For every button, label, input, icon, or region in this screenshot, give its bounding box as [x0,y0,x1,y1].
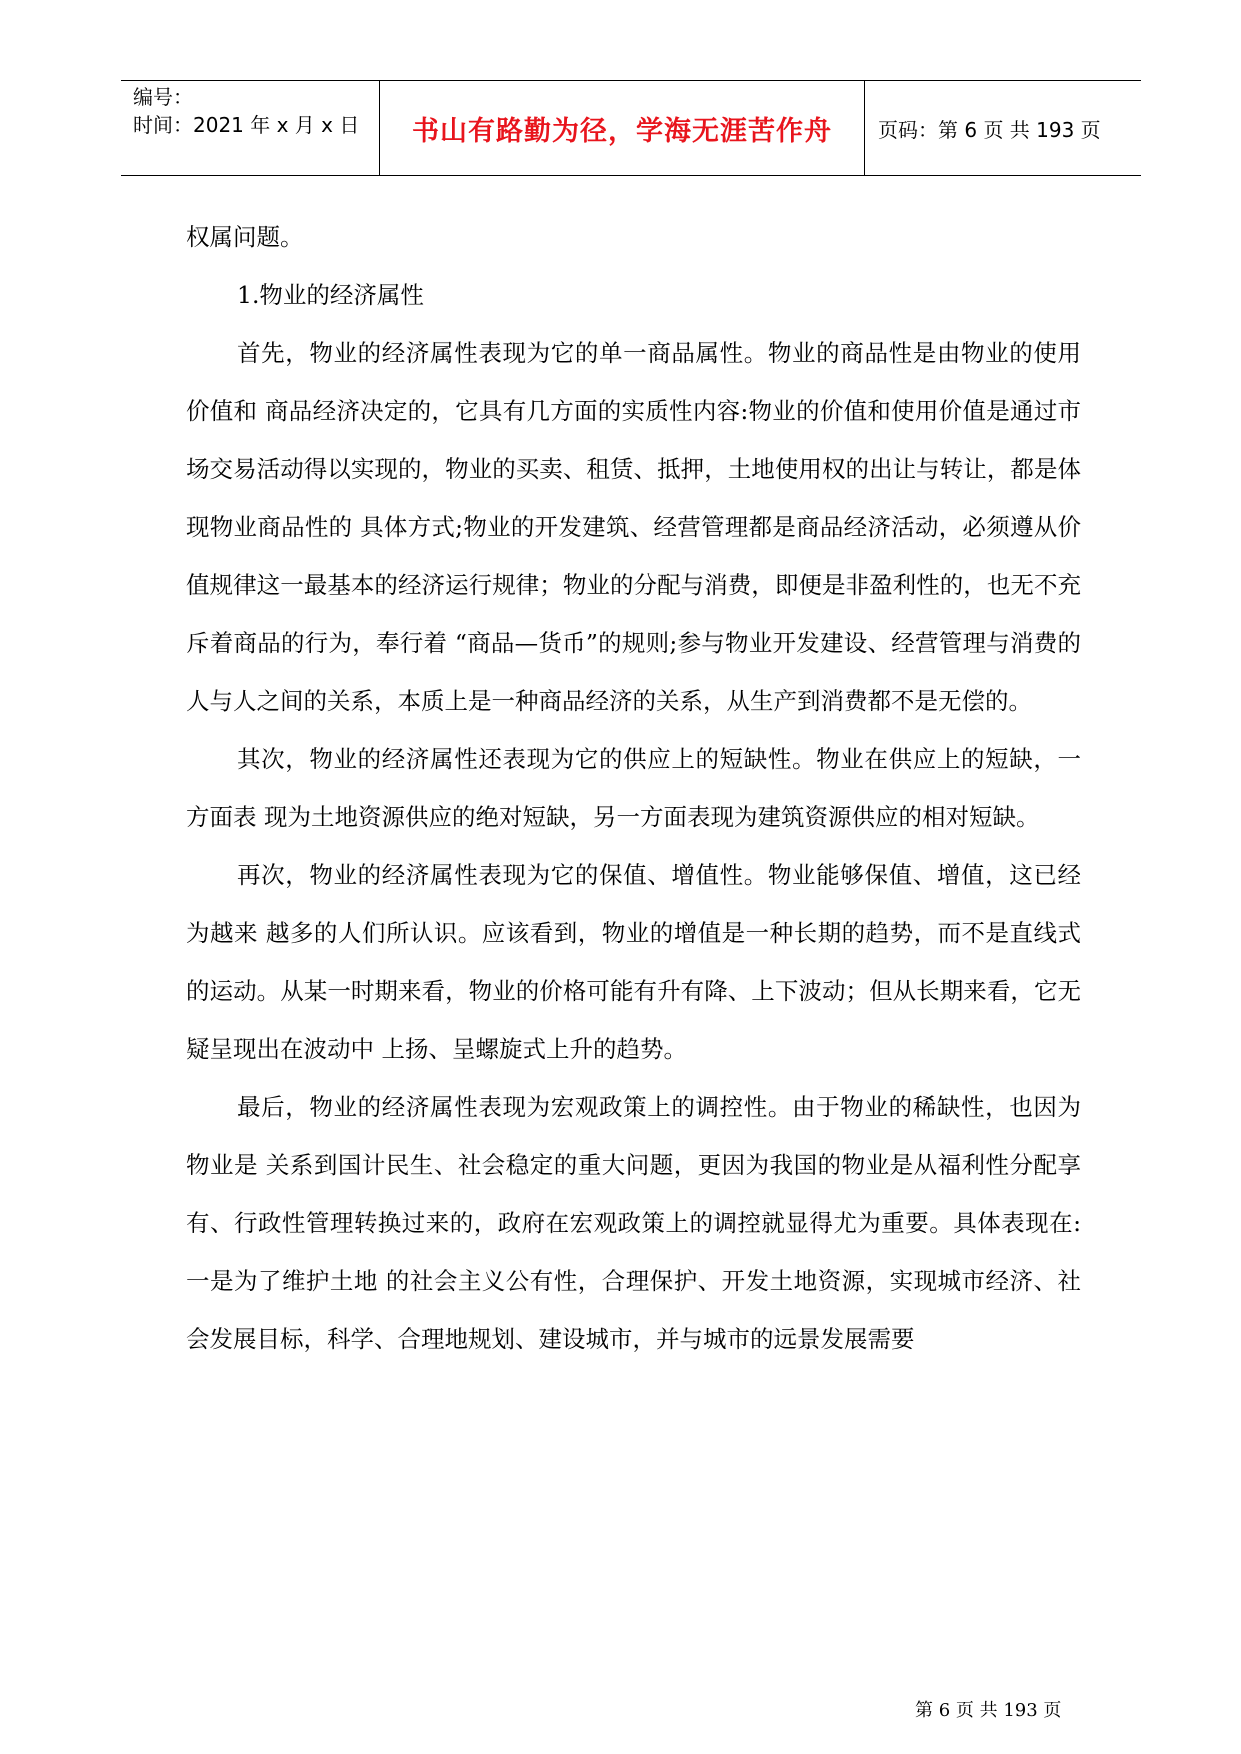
header-left-cell [121,81,379,175]
paragraph-continuation: 权属问题。 [186,223,304,251]
paragraph-fourth: 最后，物业的经济属性表现为宏观政策上的调控性。由于物业的稀缺性，也因为物业是 关系到国计民生、社会稳定的重大问题，更因为我国的物业是从福利性分配享有、行政性管理转换过来的，政府在宏观政策上的调控就显得尤为重要。具体表现在:一是为了维护土地 的社会主义公有性，合理保护、开发土地资源，实现城市经济、社会发展目标，科学、合理地规划、建设城市，并与城市的远景发展需要 [186,1093,1081,1353]
document-header [121,80,1141,176]
paragraph-third: 再次，物业的经济属性表现为它的保值、增值性。物业能够保值、增值，这已经为越来 越多的人们所认识。应该看到，物业的增值是一种长期的趋势，而不是直线式的运动。从某一时期来看，物业的价格可能有升有降、上下波动；但从长期来看，它无疑呈现出在波动中 上扬、呈螺旋式上升的趋势。 [186,861,1081,1063]
header-motto-cell [379,81,865,175]
number-label: 编号： [133,85,193,109]
paragraph-first: 首先，物业的经济属性表现为它的单一商品属性。物业的商品性是由物业的使用价值和 商品经济决定的，它具有几方面的实质性内容:物业的价值和使用价值是通过市场交易活动得以实现的，物业的买卖、租赁、抵押，土地使用权的出让与转让，都是体现物业商品性的 具体方式;物业的开发建筑、经营管理都是商品经济活动，必须遵从价值规律这一最基本的经济运行规律；物业的分配与消费，即便是非盈利性的，也无不充斥着商品的行为，奉行着 “商品—货币”的规则;参与物业开发建设、经营管理与消费的人与人之间的关系，本质上是一种商品经济的关系，从生产到消费都不是无偿的。 [186,339,1081,715]
page-footer: 第 6 页 共 193 页 [915,1700,1062,1721]
header-page-cell [864,81,1141,175]
motto-text: 书山有路勤为径，学海无涯苦作舟 [412,115,832,147]
section-heading: 1.物业的经济属性 [237,281,424,309]
time-label: 时间：2021 年 x 月 x 日 [133,113,360,137]
paragraph-second: 其次，物业的经济属性还表现为它的供应上的短缺性。物业在供应上的短缺，一方面表 现为土地资源供应的绝对短缺，另一方面表现为建筑资源供应的相对短缺。 [186,745,1081,831]
document-body [186,208,1081,1368]
header-page-info: 页码：第 6 页 共 193 页 [878,117,1101,142]
